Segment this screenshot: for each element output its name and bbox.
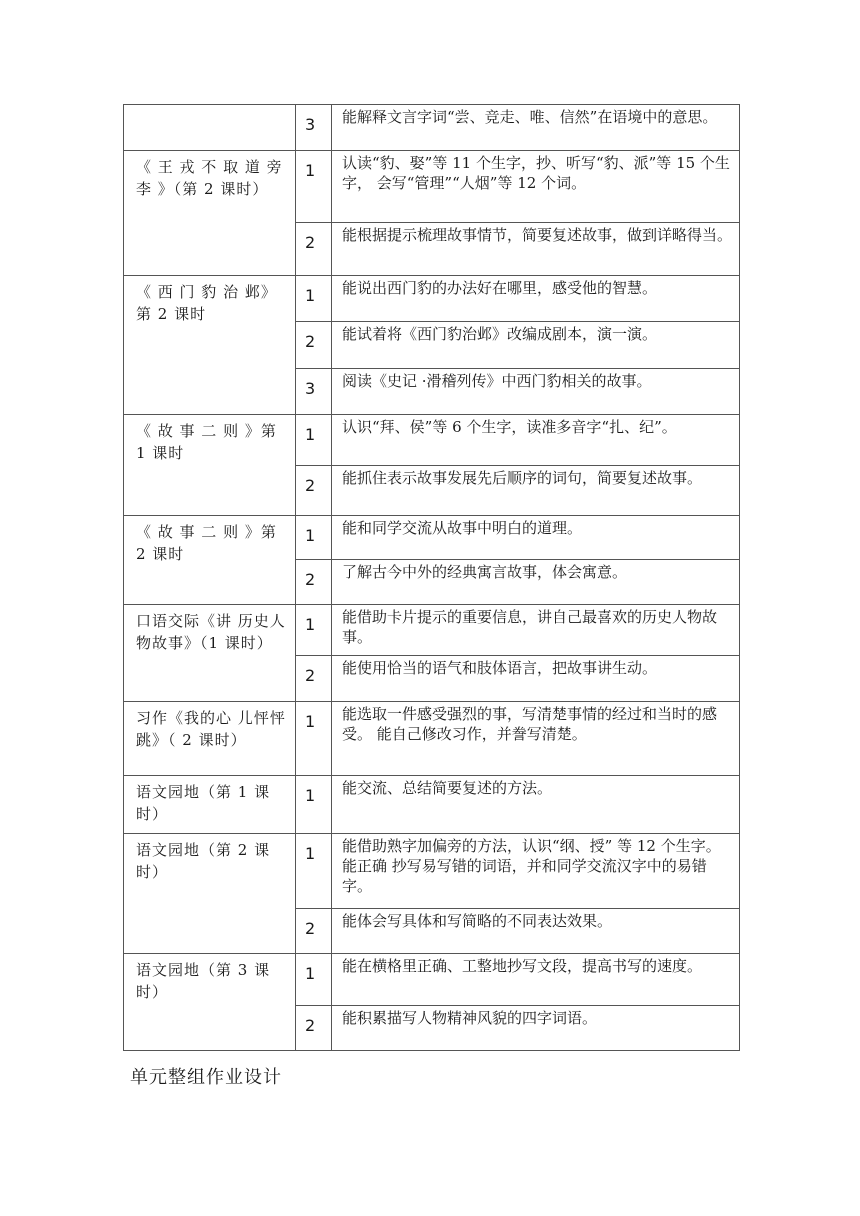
table-row <box>124 776 740 834</box>
goal-text: 能借助卡片提示的重要信息，讲自己最喜欢的历史人物故事。 <box>342 608 718 646</box>
lesson-cell <box>124 415 296 516</box>
lesson-title: 《 故 事 二 则 》第 2 课时 <box>136 523 277 563</box>
goal-text: 了解古今中外的经典寓言故事，体会寓意。 <box>342 563 628 581</box>
goal-number-cell <box>296 516 332 560</box>
goal-number-cell <box>296 834 332 909</box>
goal-text: 能在横格里正确、工整地抄写文段，提高书写的速度。 <box>342 957 703 975</box>
goal-text: 能选取一件感受强烈的事，写清楚事情的经过和当时的感受。 能自己修改习作，并誊写清楚。 <box>342 705 718 743</box>
goal-number: 1 <box>305 712 316 731</box>
goal-text: 能借助熟字加偏旁的方法，认识“纲、授” 等 12 个生字。能正确 抄写易写错的词语，并和同学交流汉字中的易错字。 <box>342 837 721 895</box>
goal-cell <box>332 656 740 702</box>
goal-number-cell <box>296 702 332 776</box>
goal-cell <box>332 702 740 776</box>
goal-text: 能试着将《西门豹治邺》改编成剧本，演一演。 <box>342 325 658 343</box>
table-row <box>124 954 740 1006</box>
goal-text: 能积累描写人物精神风貌的四字词语。 <box>342 1009 598 1027</box>
goal-number-cell <box>296 415 332 466</box>
table-row <box>124 276 740 322</box>
lesson-cell <box>124 702 296 776</box>
goal-cell <box>332 909 740 954</box>
table-row <box>124 105 740 151</box>
goal-number: 2 <box>305 476 316 495</box>
goal-text: 能体会写具体和写简略的不同表达效果。 <box>342 912 613 930</box>
goal-cell <box>332 516 740 560</box>
goal-number-cell <box>296 909 332 954</box>
lesson-cell <box>124 954 296 1051</box>
lesson-cell <box>124 276 296 415</box>
goal-text: 认识“拜、侯”等 6 个生字，读准多音字“扎、纪”。 <box>342 418 677 436</box>
table-row <box>124 834 740 909</box>
goal-cell <box>332 369 740 415</box>
lesson-title: 《 王 戎 不 取 道 旁 李 》（第 2 课时） <box>136 158 283 198</box>
lesson-cell <box>124 151 296 276</box>
goal-number: 2 <box>305 332 316 351</box>
lesson-cell <box>124 834 296 954</box>
lesson-title <box>124 105 295 110</box>
goal-text: 能抓住表示故事发展先后顺序的词句，简要复述故事。 <box>342 469 703 487</box>
goal-text: 能说出西门豹的办法好在哪里，感受他的智慧。 <box>342 279 658 297</box>
goal-number-cell <box>296 656 332 702</box>
goal-number: 1 <box>305 425 316 444</box>
goal-number-cell <box>296 605 332 656</box>
lesson-title: 语文园地（第 3 课时） <box>136 961 271 1001</box>
section-heading: 单元整组作业设计 <box>130 1067 282 1088</box>
goal-cell <box>332 605 740 656</box>
goal-text: 认读“豹、娶”等 11 个生字，抄、听写“豹、派”等 15 个生字， 会写“管理”“人烟”等 12 个词。 <box>342 154 730 192</box>
goal-text: 能解释文言字词“尝、竞走、唯、信然”在语境中的意思。 <box>342 108 718 126</box>
table-row <box>124 151 740 223</box>
goal-cell <box>332 466 740 516</box>
goal-cell <box>332 322 740 369</box>
goal-cell <box>332 151 740 223</box>
lesson-title: 《 西 门 豹 治 邺》第 2 课时 <box>136 283 277 323</box>
lesson-cell <box>124 605 296 702</box>
lesson-cell <box>124 105 296 151</box>
goal-text: 能根据提示梳理故事情节，简要复述故事，做到详略得当。 <box>342 226 733 244</box>
goal-cell <box>332 834 740 909</box>
goal-number: 1 <box>305 615 316 634</box>
goal-number: 2 <box>305 666 316 685</box>
goal-cell <box>332 105 740 151</box>
goal-number: 1 <box>305 964 316 983</box>
goal-text: 能交流、总结简要复述的方法。 <box>342 779 553 797</box>
lesson-title: 口语交际《讲 历史人物故事》（1 课时） <box>136 612 286 652</box>
goal-number-cell <box>296 560 332 605</box>
goal-number-cell <box>296 776 332 834</box>
goal-number: 3 <box>305 115 316 134</box>
table-row <box>124 605 740 656</box>
goal-cell <box>332 954 740 1006</box>
goal-cell <box>332 276 740 322</box>
goal-number-cell <box>296 1006 332 1051</box>
goal-cell <box>332 415 740 466</box>
goal-cell <box>332 1006 740 1051</box>
goal-number: 1 <box>305 786 316 805</box>
goal-number-cell <box>296 954 332 1006</box>
goal-cell <box>332 776 740 834</box>
goal-number: 2 <box>305 919 316 938</box>
goal-number: 1 <box>305 526 316 545</box>
goal-text: 能和同学交流从故事中明白的道理。 <box>342 519 583 537</box>
table-row <box>124 415 740 466</box>
lesson-title: 习作《我的心 儿怦怦跳》（ 2 课时） <box>136 709 286 749</box>
goal-number: 2 <box>305 570 316 589</box>
goal-cell <box>332 223 740 276</box>
lesson-title: 《 故 事 二 则 》第 1 课时 <box>136 422 277 462</box>
goal-number: 3 <box>305 379 316 398</box>
goal-number-cell <box>296 105 332 151</box>
goal-number-cell <box>296 223 332 276</box>
goal-number-cell <box>296 369 332 415</box>
lesson-cell <box>124 516 296 605</box>
goal-number: 1 <box>305 161 316 180</box>
goal-number: 1 <box>305 286 316 305</box>
goal-cell <box>332 560 740 605</box>
goal-number-cell <box>296 322 332 369</box>
goal-number: 2 <box>305 1016 316 1035</box>
table-row <box>124 516 740 560</box>
goal-text: 阅读《史记 ·滑稽列传》中西门豹相关的故事。 <box>342 372 652 390</box>
goal-text: 能使用恰当的语气和肢体语言，把故事讲生动。 <box>342 659 658 677</box>
table-row <box>124 702 740 776</box>
goal-number: 1 <box>305 844 316 863</box>
lesson-cell <box>124 776 296 834</box>
goal-number-cell <box>296 151 332 223</box>
goal-number-cell <box>296 276 332 322</box>
lesson-title: 语文园地（第 2 课时） <box>136 841 271 881</box>
goal-number: 2 <box>305 233 316 252</box>
lesson-title: 语文园地（第 1 课时） <box>136 783 271 823</box>
lesson-goals-table <box>123 104 740 1051</box>
goal-number-cell <box>296 466 332 516</box>
